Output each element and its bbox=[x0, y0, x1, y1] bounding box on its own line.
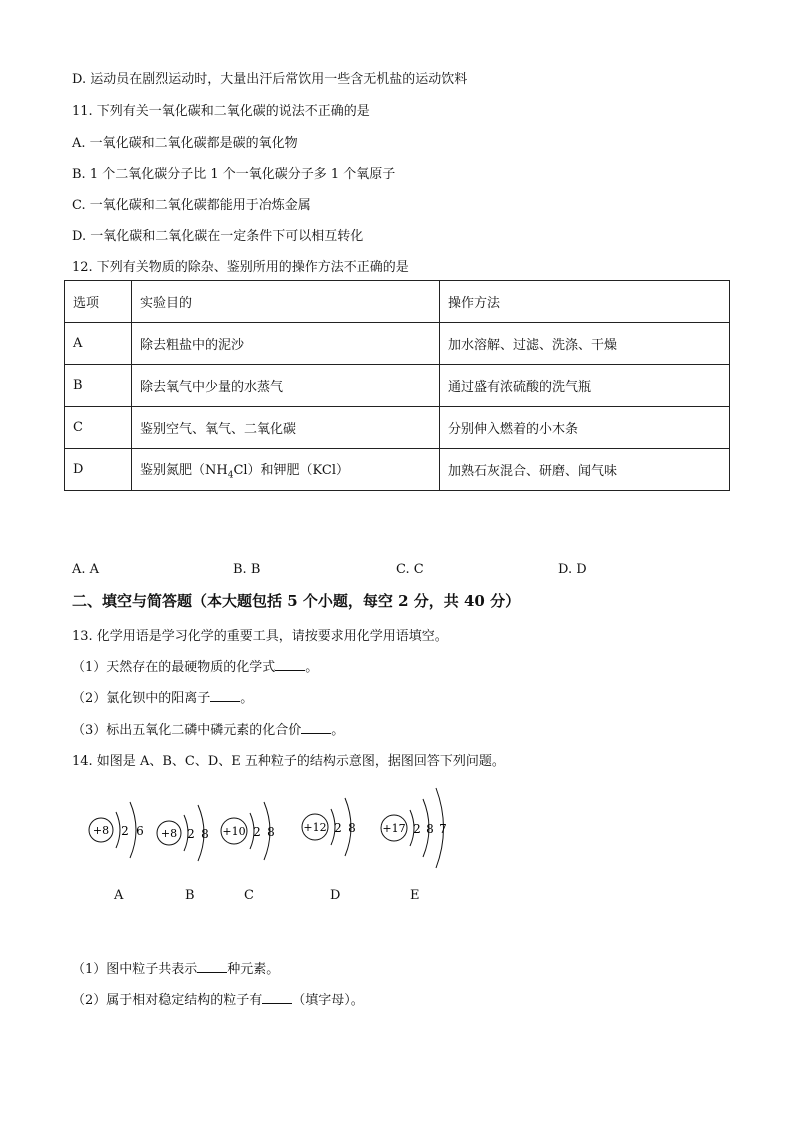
nucleus-charge: +8 bbox=[92, 824, 110, 837]
question-text: 。 bbox=[240, 691, 254, 706]
table-cell-method: 加水溶解、过滤、洗涤、干燥 bbox=[440, 323, 730, 365]
electron-shell bbox=[116, 812, 120, 848]
table-cell-method: 通过盛有浓硫酸的洗气瓶 bbox=[440, 365, 730, 407]
question-11-option-c: C. 一氧化碳和二氧化碳都能用于冶炼金属 bbox=[72, 198, 311, 213]
table-cell-goal: 除去氧气中少量的水蒸气 bbox=[132, 365, 440, 407]
question-11-stem: 11. 下列有关一氧化碳和二氧化碳的说法不正确的是 bbox=[72, 104, 370, 119]
goal-text: 鉴别氮肥（NH bbox=[140, 462, 228, 478]
question-text: （1）天然存在的最硬物质的化学式 bbox=[72, 660, 276, 675]
goal-text: Cl）和钾肥（KCl） bbox=[233, 462, 350, 478]
question-12-stem: 12. 下列有关物质的除杂、鉴别所用的操作方法不正确的是 bbox=[72, 260, 409, 275]
shell-electron-count: 8 bbox=[201, 827, 209, 841]
shell-electron-count: 6 bbox=[136, 824, 144, 838]
question-13-part-2 bbox=[72, 687, 253, 706]
table-cell-option: D bbox=[65, 449, 132, 491]
question-text: （2）属于相对稳定结构的粒子有 bbox=[72, 993, 263, 1008]
question-12-option-b: B. B bbox=[233, 562, 261, 577]
nucleus-charge: +17 bbox=[382, 822, 406, 835]
atom-c bbox=[221, 802, 275, 860]
question-text: （3）标出五氧化二磷中磷元素的化合价 bbox=[72, 723, 302, 738]
table-cell-method: 分别伸入燃着的小木条 bbox=[440, 407, 730, 449]
shell-electron-count: 8 bbox=[426, 822, 434, 836]
answer-blank[interactable] bbox=[210, 689, 240, 702]
atom-label-c: C bbox=[244, 888, 254, 903]
shell-electron-count: 7 bbox=[439, 822, 447, 836]
question-11-option-d: D. 一氧化碳和二氧化碳在一定条件下可以相互转化 bbox=[72, 229, 364, 244]
shell-electron-count: 8 bbox=[348, 821, 356, 835]
question-text: 。 bbox=[305, 660, 319, 675]
option-d-previous: D. 运动员在剧烈运动时，大量出汗后常饮用一些含无机盐的运动饮料 bbox=[72, 72, 468, 87]
atom-d bbox=[302, 798, 356, 856]
nucleus-charge: +10 bbox=[222, 825, 246, 838]
table-cell-goal: 除去粗盐中的泥沙 bbox=[132, 323, 440, 365]
table-header-row bbox=[65, 281, 730, 323]
question-12-option-c: C. C bbox=[396, 562, 424, 577]
question-text: 种元素。 bbox=[227, 962, 280, 977]
shell-electron-count: 2 bbox=[253, 825, 261, 839]
table-header: 选项 bbox=[65, 281, 132, 323]
answer-blank[interactable] bbox=[262, 991, 292, 1004]
shell-electron-count: 2 bbox=[334, 821, 342, 835]
atom-label-a: A bbox=[114, 888, 124, 903]
atom-b bbox=[157, 805, 209, 861]
goal-subscript: 4 bbox=[227, 470, 234, 481]
table-header: 操作方法 bbox=[440, 281, 730, 323]
shell-electron-count: 8 bbox=[267, 825, 275, 839]
question-13-part-1 bbox=[72, 656, 318, 675]
table-row bbox=[65, 449, 730, 491]
answer-blank[interactable] bbox=[301, 721, 331, 734]
question-14-part-2 bbox=[72, 989, 364, 1008]
question-text: 。 bbox=[331, 723, 345, 738]
table-cell-method: 加熟石灰混合、研磨、闻气味 bbox=[440, 449, 730, 491]
atom-label-d: D bbox=[330, 888, 341, 903]
shell-electron-count: 2 bbox=[121, 824, 129, 838]
atom-structure-diagram bbox=[80, 780, 480, 880]
answer-blank[interactable] bbox=[197, 960, 227, 973]
question-13-stem: 13. 化学用语是学习化学的重要工具，请按要求用化学用语填空。 bbox=[72, 629, 448, 644]
atom-label-b: B bbox=[185, 888, 195, 903]
question-text: （1）图中粒子共表示 bbox=[72, 962, 198, 977]
question-11-option-b: B. 1 个二氧化碳分子比 1 个一氧化碳分子多 1 个氧原子 bbox=[72, 167, 396, 182]
question-13-part-3 bbox=[72, 719, 344, 738]
atom-e bbox=[381, 788, 447, 868]
table-cell-option: C bbox=[65, 407, 132, 449]
table-row bbox=[65, 365, 730, 407]
electron-shell bbox=[130, 802, 136, 858]
question-12-option-d: D. D bbox=[558, 562, 587, 577]
section-2-title: 二、填空与简答题（本大题包括 5 个小题，每空 2 分，共 40 分） bbox=[72, 592, 521, 610]
table-header: 实验目的 bbox=[132, 281, 440, 323]
question-text: （2）氯化钡中的阳离子 bbox=[72, 691, 211, 706]
nucleus-charge: +8 bbox=[160, 827, 178, 840]
table-cell-option: A bbox=[65, 323, 132, 365]
nucleus-charge: +12 bbox=[303, 821, 327, 834]
table-row bbox=[65, 323, 730, 365]
question-11-option-a: A. 一氧化碳和二氧化碳都是碳的氧化物 bbox=[72, 136, 298, 151]
question-12-table bbox=[64, 280, 730, 491]
answer-blank[interactable] bbox=[275, 658, 305, 671]
question-14-stem: 14. 如图是 A、B、C、D、E 五种粒子的结构示意图，据图回答下列问题。 bbox=[72, 754, 505, 769]
shell-electron-count: 2 bbox=[187, 827, 195, 841]
shell-electron-count: 2 bbox=[413, 822, 421, 836]
question-text: （填字母）。 bbox=[292, 993, 364, 1008]
table-row bbox=[65, 407, 730, 449]
table-cell-goal bbox=[132, 449, 440, 491]
question-14-part-1 bbox=[72, 958, 279, 977]
atom-a bbox=[89, 802, 144, 858]
table-cell-option: B bbox=[65, 365, 132, 407]
atom-label-e: E bbox=[410, 888, 420, 903]
question-12-option-a: A. A bbox=[72, 562, 100, 577]
table-cell-goal: 鉴别空气、氧气、二氧化碳 bbox=[132, 407, 440, 449]
